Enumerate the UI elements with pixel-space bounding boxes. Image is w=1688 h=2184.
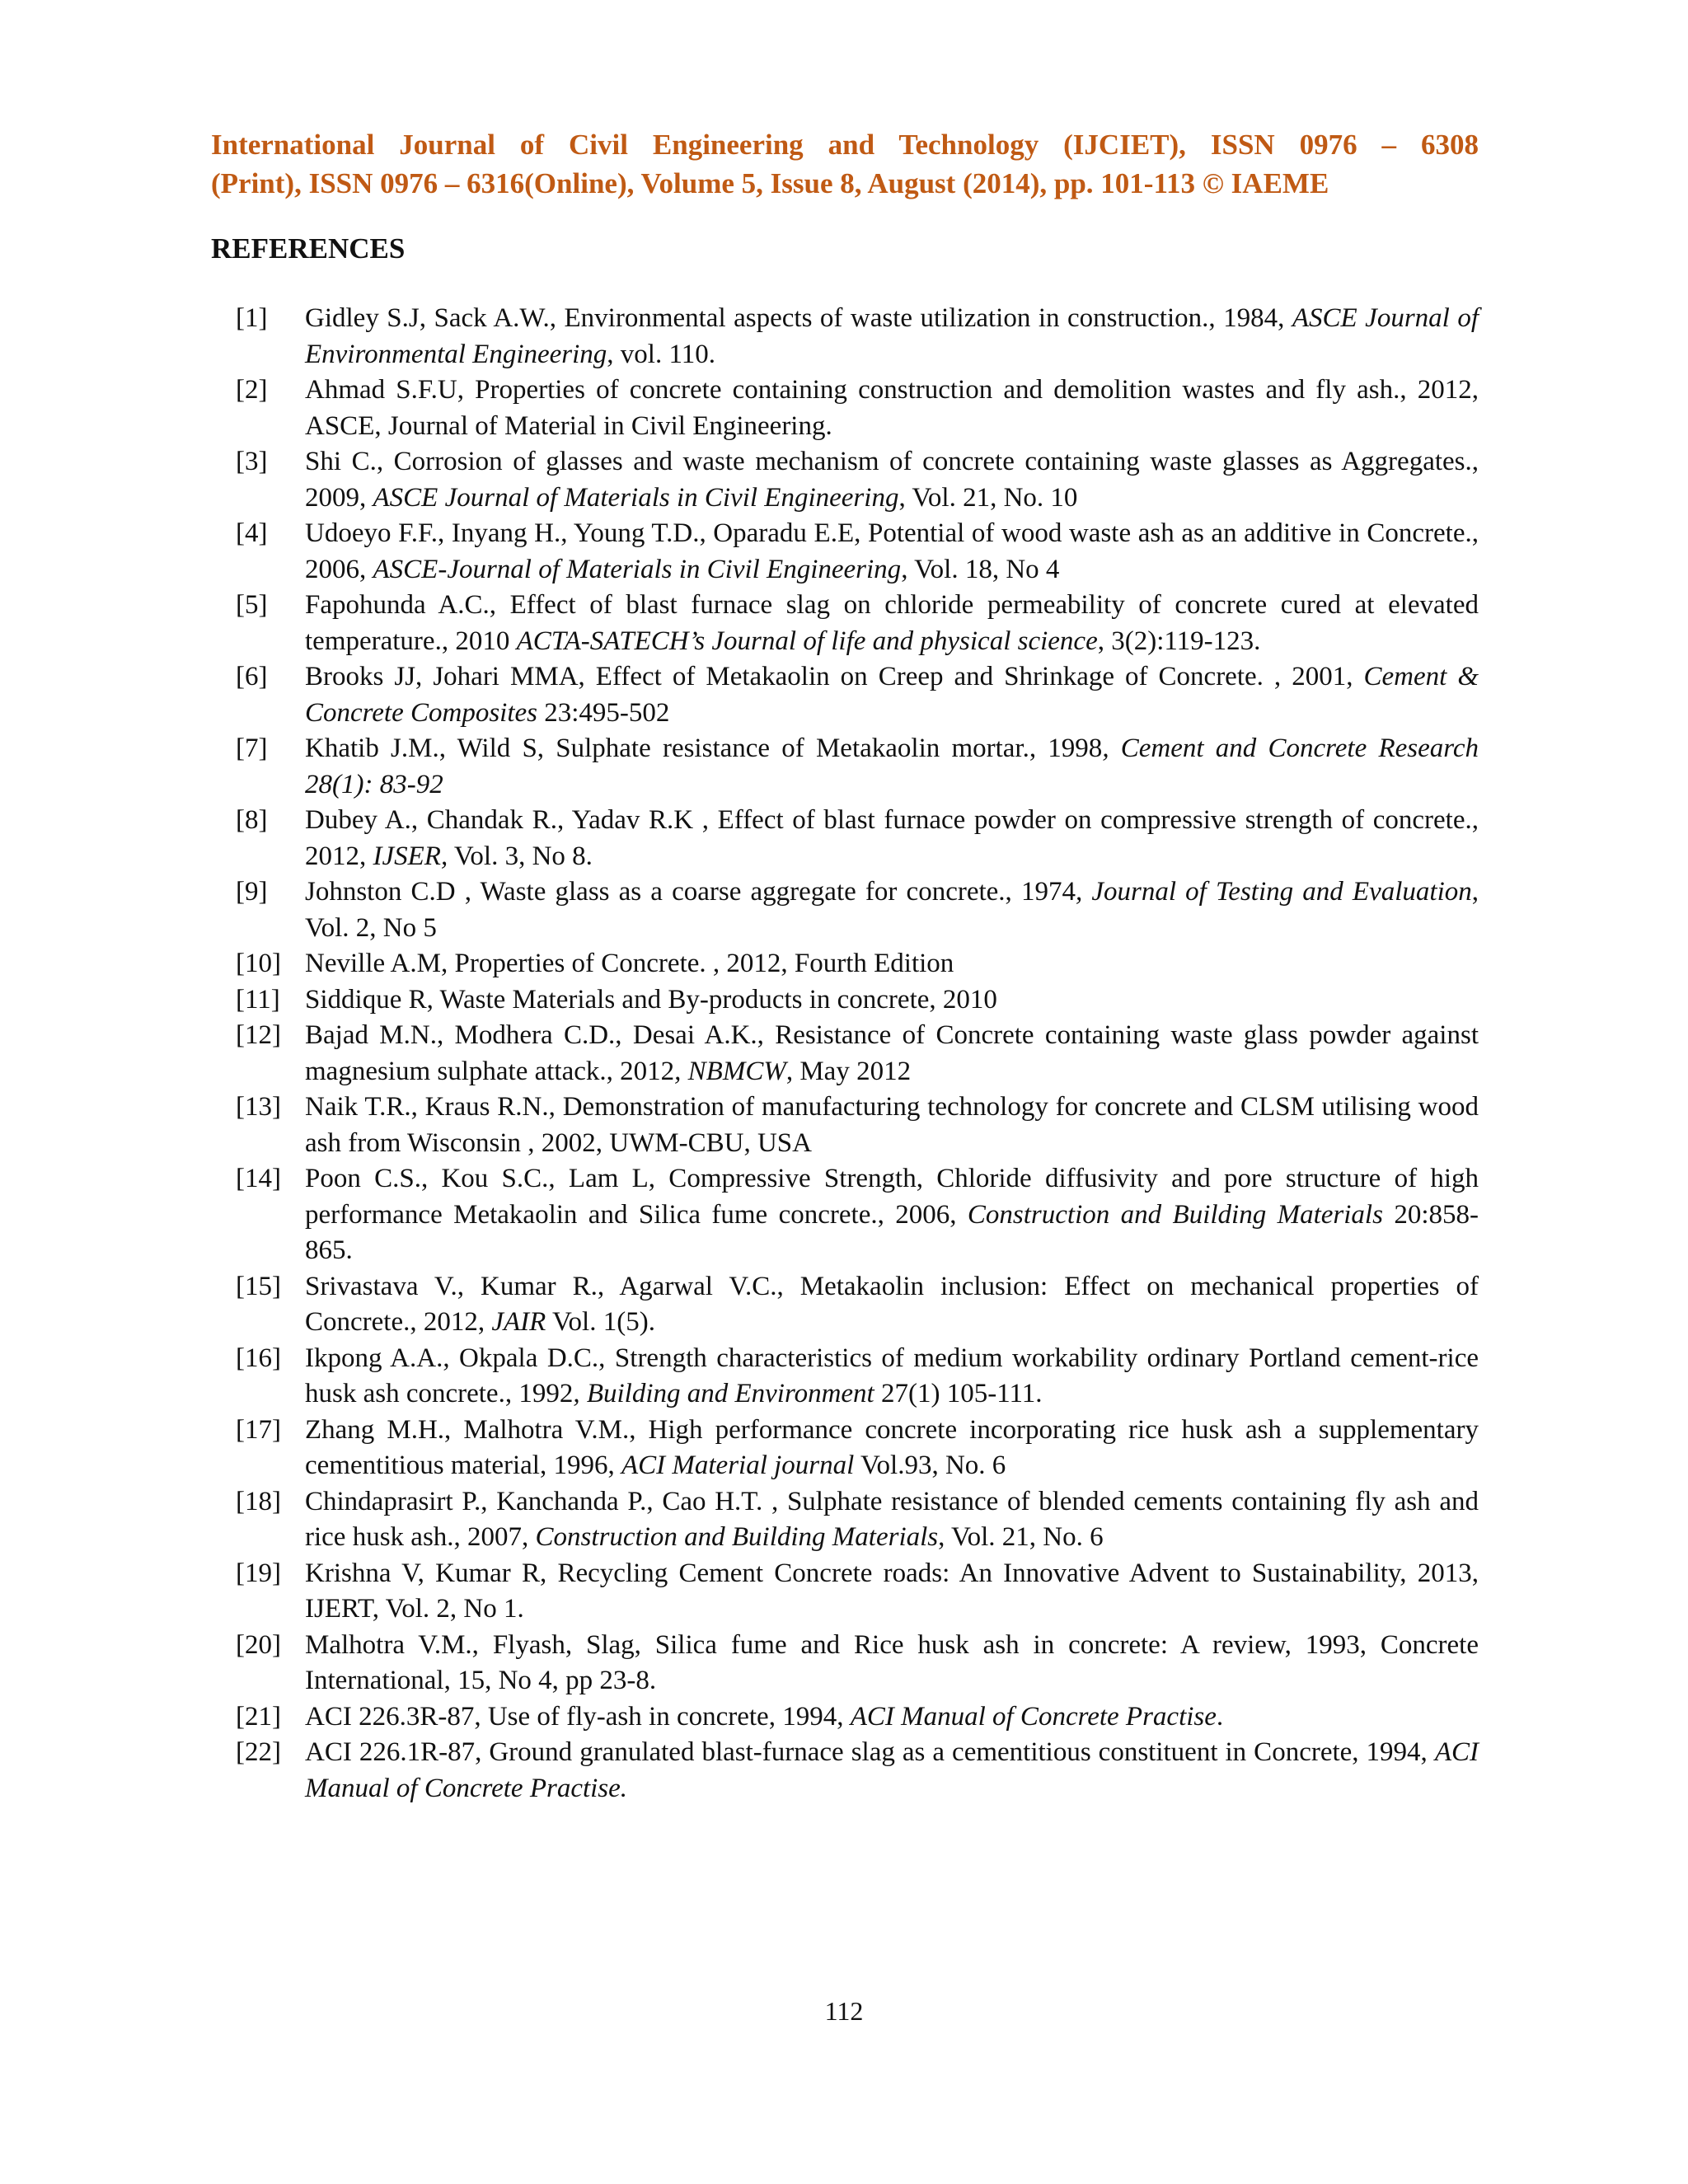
reference-source-italic: , Cement and Concrete Research 28(1): 83-92 (305, 733, 1479, 799)
reference-item (236, 1556, 1479, 1628)
reference-item (236, 874, 1479, 946)
reference-item (236, 1341, 1479, 1413)
reference-number: [21] (236, 1701, 281, 1732)
reference-number: [2] (236, 375, 268, 405)
reference-text-part: , 3(2):119-123. (1097, 626, 1261, 656)
reference-text-part: Krishna V, Kumar R, Recycling Cement Concrete roads: An Innovative Advent to Sustainability, 2013, IJERT, Vol. 2, No 1. (305, 1558, 1479, 1624)
reference-text-part: , Vol. 18, No 4 (901, 554, 1060, 584)
reference-text-part: Khatib J.M., Wild S, Sulphate resistance of Metakaolin mortar., 1998 (305, 733, 1103, 763)
reference-number: [8] (236, 805, 268, 835)
reference-text-part: , Vol. 2, No 5 (305, 877, 1479, 943)
reference-text-part: Naik T.R., Kraus R.N., Demonstration of manufacturing technology for concrete and CLSM utilising wood ash from Wisconsin , 2002, UWM-CBU, USA (305, 1092, 1479, 1158)
reference-source-italic: ASCE Journal of Materials in Civil Engineering (373, 482, 899, 513)
reference-item (236, 373, 1479, 444)
reference-item (236, 516, 1479, 588)
reference-source-italic: , Building and Environment (573, 1379, 874, 1408)
reference-item (236, 1628, 1479, 1699)
reference-text (305, 1413, 1479, 1484)
reference-text-part: Poon C.S., Kou S.C., Lam L, Compressive Strength, Chloride diffusivity and pore structure of high performance Metakaolin and Silica fume concrete., 2006, (305, 1164, 1479, 1230)
reference-item (236, 1269, 1479, 1341)
reference-text-part: ACI 226.3R-87, Use of fly-ash in concrete, 1994, (305, 1701, 851, 1732)
reference-text (305, 1628, 1479, 1699)
reference-item (236, 1484, 1479, 1556)
reference-item (236, 444, 1479, 516)
reference-item (236, 588, 1479, 659)
reference-item (236, 946, 1479, 982)
page-number: 112 (824, 1996, 864, 2026)
reference-text (305, 1556, 1479, 1628)
reference-text (305, 1699, 1479, 1736)
reference-text-part: Neville A.M, Properties of Concrete. , 2012, Fourth Edition (305, 949, 954, 978)
reference-number: [19] (236, 1558, 281, 1588)
reference-text-part: , Vol. 21, No. 6 (938, 1522, 1104, 1552)
reference-source-italic: ACI Manual of Concrete Practise. (305, 1737, 1479, 1803)
reference-item (236, 1090, 1479, 1161)
reference-text (305, 946, 1479, 982)
reference-number: [22] (236, 1737, 281, 1767)
reference-number: [9] (236, 877, 268, 907)
reference-number: [7] (236, 733, 268, 763)
reference-text (305, 1018, 1479, 1090)
reference-text-part: Vol.93, No. 6 (854, 1451, 1006, 1480)
reference-source-italic: ASCE Journal of Environmental Engineering (305, 303, 1479, 369)
reference-text (305, 731, 1479, 803)
reference-text-part: Dubey A., Chandak R., Yadav R.K , Effect of blast furnace powder on compressive strength of concrete., 2012, (305, 805, 1479, 871)
reference-text-part: Zhang M.H., Malhotra V.M., High performance concrete incorporating rice husk ash a supplementary cementitious material, 1996, (305, 1414, 1479, 1480)
reference-number: [16] (236, 1343, 281, 1373)
reference-number: [1] (236, 303, 268, 333)
reference-text (305, 588, 1479, 659)
reference-text-part: 27(1) 105-111. (874, 1379, 1043, 1408)
reference-text (305, 982, 1479, 1019)
reference-item (236, 731, 1479, 803)
reference-source-italic: ACI Manual of Concrete Practise (850, 1701, 1217, 1732)
reference-text-part: Vol. 3, No 8. (448, 841, 593, 871)
reference-text-part: , vol. 110. (607, 339, 715, 369)
reference-text-part: Ikpong A.A., Okpala D.C., Strength characteristics of medium workability ordinary Portland cement-rice husk ash concrete., 1992 (305, 1343, 1479, 1408)
reference-source-italic: Construction and Building Materials (967, 1199, 1383, 1230)
reference-text (305, 1735, 1479, 1807)
reference-text (305, 874, 1479, 946)
reference-text-part: 20:858-865. (305, 1199, 1479, 1265)
reference-source-italic: ASCE-Journal of Materials in Civil Engineering (373, 554, 902, 584)
reference-item (236, 1413, 1479, 1484)
reference-text (305, 1090, 1479, 1161)
reference-text (305, 1161, 1479, 1269)
reference-text-part: ACI 226.1R-87, Ground granulated blast-furnace slag as a cementitious constituent in Concrete, 1994, (305, 1737, 1435, 1767)
reference-text (305, 516, 1479, 588)
reference-number: [15] (236, 1271, 281, 1301)
reference-text-part: , Vol. 21, No. 10 (898, 482, 1078, 513)
reference-list (236, 301, 1479, 1807)
reference-item (236, 659, 1479, 731)
references-heading: REFERENCES (211, 232, 406, 265)
reference-text (305, 373, 1479, 444)
reference-item (236, 1161, 1479, 1269)
reference-number: [20] (236, 1629, 281, 1660)
reference-text-part: Johnston C.D , Waste glass as a coarse aggregate for concrete., 1974 (305, 877, 1076, 907)
reference-text-part: Siddique R, Waste Materials and By-products in concrete, 2010 (305, 984, 997, 1015)
reference-text-part: Fapohunda A.C., Effect of blast furnace slag on chloride permeability of concrete cured at elevated temperature., 2010 (305, 590, 1479, 656)
reference-text-part: Brooks JJ, Johari MMA, Effect of Metakaolin on Creep and Shrinkage of Concrete. , 2001, (305, 662, 1364, 691)
reference-text-part: . (1216, 1701, 1224, 1732)
reference-source-italic: , NBMCW (674, 1056, 786, 1086)
reference-number: [12] (236, 1020, 281, 1050)
reference-number: [17] (236, 1414, 281, 1445)
reference-text-part: Shi C., Corrosion of glasses and waste mechanism of concrete containing waste glasses as Aggregates., 2009, (305, 447, 1479, 513)
reference-text (305, 1484, 1479, 1556)
reference-number: [11] (236, 984, 280, 1015)
reference-source-italic: Cement & Concrete Composites (305, 662, 1479, 728)
reference-item (236, 982, 1479, 1019)
reference-text-part: Gidley S.J, Sack A.W., Environmental aspects of waste utilization in construction., 1984, (305, 303, 1292, 333)
reference-text (305, 803, 1479, 874)
reference-item (236, 803, 1479, 874)
reference-text (305, 301, 1479, 373)
reference-number: [18] (236, 1486, 281, 1516)
reference-text-part: Bajad M.N., Modhera C.D., Desai A.K., Resistance of Concrete containing waste glass powder against magnesium sulphate attack., 2012 (305, 1020, 1479, 1086)
reference-text (305, 1341, 1479, 1413)
reference-number: [14] (236, 1164, 281, 1193)
reference-text (305, 444, 1479, 516)
reference-text-part: Srivastava V., Kumar R., Agarwal V.C., Metakaolin inclusion: Effect on mechanical properties of Concrete., 2012, (305, 1271, 1479, 1337)
journal-header-line-2: (Print), ISSN 0976 – 6316(Online), Volume 5, Issue 8, August (2014), pp. 101-113 © IAEME (211, 167, 1329, 199)
reference-text-part: Chindaprasirt P., Kanchanda P., Cao H.T. , Sulphate resistance of blended cements containing fly ash and rice husk ash., 2007, (305, 1486, 1479, 1552)
reference-text-part: , May 2012 (785, 1056, 912, 1086)
reference-source-italic: JAIR (491, 1307, 546, 1337)
reference-item (236, 301, 1479, 373)
reference-text (305, 659, 1479, 731)
reference-source-italic: ACTA-SATECH’s Journal of life and physical science (516, 626, 1098, 656)
reference-source-italic: Construction and Building Materials (535, 1522, 939, 1552)
reference-text-part: 23:495-502 (537, 697, 670, 728)
reference-number: [13] (236, 1092, 281, 1122)
reference-text-part: Ahmad S.F.U, Properties of concrete containing construction and demolition wastes and fly ash., 2012, ASCE, Journal of Material in Civil Engineering. (305, 375, 1479, 441)
reference-text (305, 1269, 1479, 1341)
reference-number: [3] (236, 447, 268, 476)
reference-item (236, 1018, 1479, 1090)
reference-number: [4] (236, 518, 268, 548)
journal-header-line-1: International Journal of Civil Engineering and Technology (IJCIET), ISSN 0976 – 6308 (211, 129, 1479, 161)
reference-item (236, 1699, 1479, 1736)
reference-number: [5] (236, 590, 268, 620)
reference-number: [6] (236, 662, 268, 691)
reference-number: [10] (236, 949, 281, 978)
reference-source-italic: ACI Material journal (621, 1451, 855, 1480)
reference-text-part: Udoeyo F.F., Inyang H., Young T.D., Oparadu E.E, Potential of wood waste ash as an additive in Concrete., 2006, (305, 518, 1479, 584)
reference-text-part: Vol. 1(5). (546, 1307, 655, 1337)
journal-header (211, 125, 1479, 203)
reference-item (236, 1735, 1479, 1807)
reference-source-italic: , Journal of Testing and Evaluation (1075, 877, 1472, 907)
reference-source-italic: IJSER, (373, 841, 448, 871)
reference-text-part: Malhotra V.M., Flyash, Slag, Silica fume and Rice husk ash in concrete: A review, 1993, Concrete International, 15, No 4, pp 23-8. (305, 1629, 1479, 1695)
